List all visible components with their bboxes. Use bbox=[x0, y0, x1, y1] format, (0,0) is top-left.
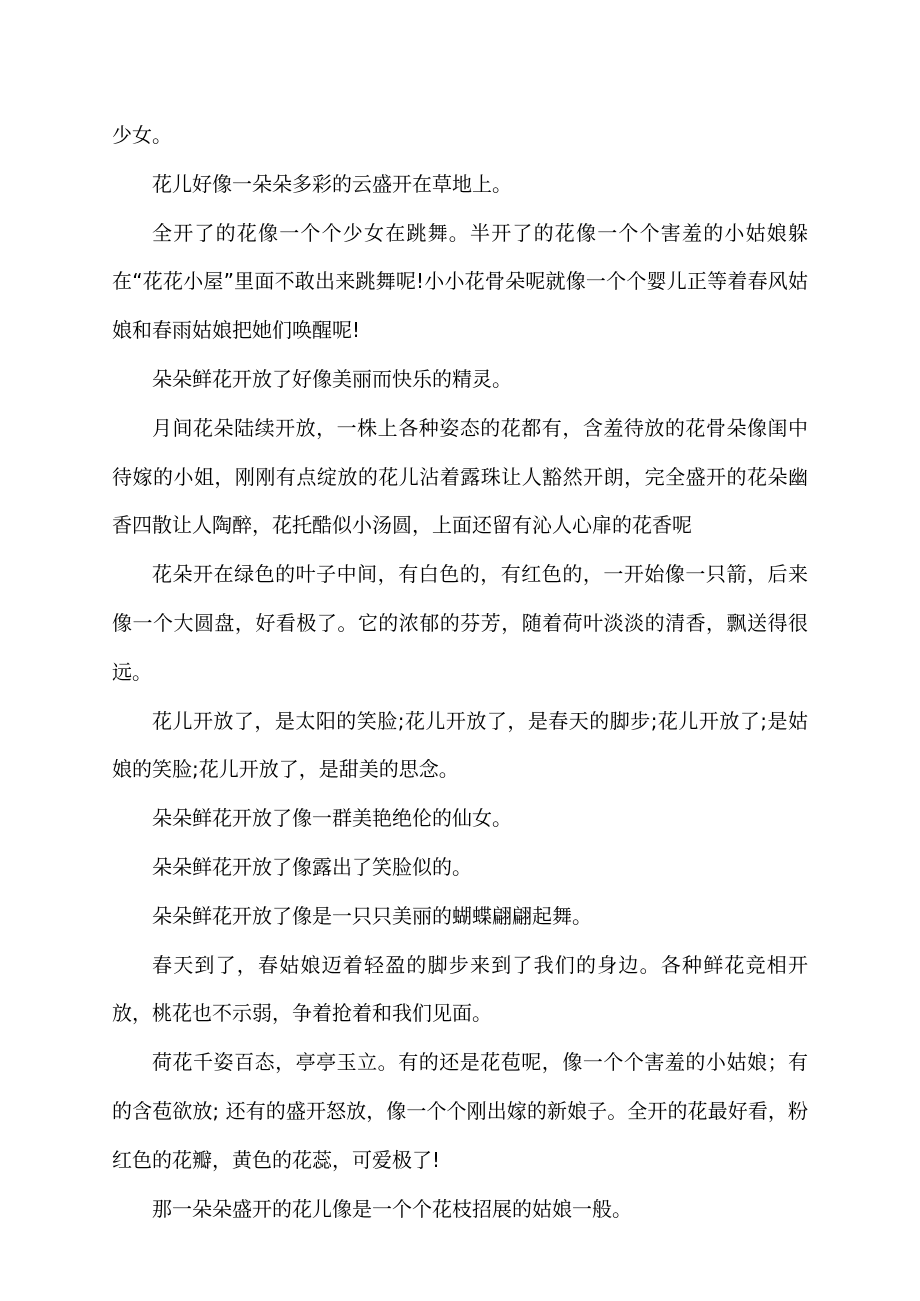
paragraph: 荷花千姿百态，亭亭玉立。有的还是花苞呢，像一个个害羞的小姑娘；有的含苞欲放; 还有的盛开怒放，像一个个刚出嫁的新娘子。全开的花最好看，粉红色的花瓣，黄色的花蕊，可爱极了! bbox=[112, 1050, 808, 1172]
paragraph: 春天到了，春姑娘迈着轻盈的脚步来到了我们的身边。各种鲜花竞相开放，桃花也不示弱，争着抢着和我们见面。 bbox=[112, 952, 808, 1026]
paragraph: 花儿开放了，是太阳的笑脸;花儿开放了，是春天的脚步;花儿开放了;是姑娘的笑脸;花儿开放了，是甜美的思念。 bbox=[112, 708, 808, 782]
paragraph: 花儿好像一朵朵多彩的云盛开在草地上。 bbox=[152, 171, 512, 196]
paragraph: 朵朵鲜花开放了好像美丽而快乐的精灵。 bbox=[152, 366, 512, 391]
paragraph: 朵朵鲜花开放了像是一只只美丽的蝴蝶翩翩起舞。 bbox=[152, 903, 592, 928]
document-body bbox=[112, 111, 808, 1233]
paragraph: 朵朵鲜花开放了像一群美艳绝伦的仙女。 bbox=[152, 806, 512, 831]
paragraph: 全开了的花像一个个少女在跳舞。半开了的花像一个个害羞的小姑娘躲在“花花小屋”里面不敢出来跳舞呢!小小花骨朵呢就像一个个婴儿正等着春风姑娘和春雨姑娘把她们唤醒呢! bbox=[112, 220, 808, 343]
paragraph: 朵朵鲜花开放了像露出了笑脸似的。 bbox=[152, 854, 472, 879]
paragraph: 月间花朵陆续开放，一株上各种姿态的花都有，含羞待放的花骨朵像闺中待嫁的小姐，刚刚有点绽放的花儿沾着露珠让人豁然开朗，完全盛开的花朵幽香四散让人陶醉，花托酷似小汤圆，上面还留有沁人心扉的花香呢 bbox=[112, 415, 808, 538]
paragraph: 那一朵朵盛开的花儿像是一个个花枝招展的姑娘一般。 bbox=[152, 1196, 632, 1221]
paragraph-continuation: 少女。 bbox=[112, 123, 172, 147]
paragraph: 花朵开在绿色的叶子中间，有白色的，有红色的，一开始像一只箭，后来像一个大圆盘，好看极了。它的浓郁的芬芳，随着荷叶淡淡的清香，飘送得很远。 bbox=[112, 562, 808, 684]
